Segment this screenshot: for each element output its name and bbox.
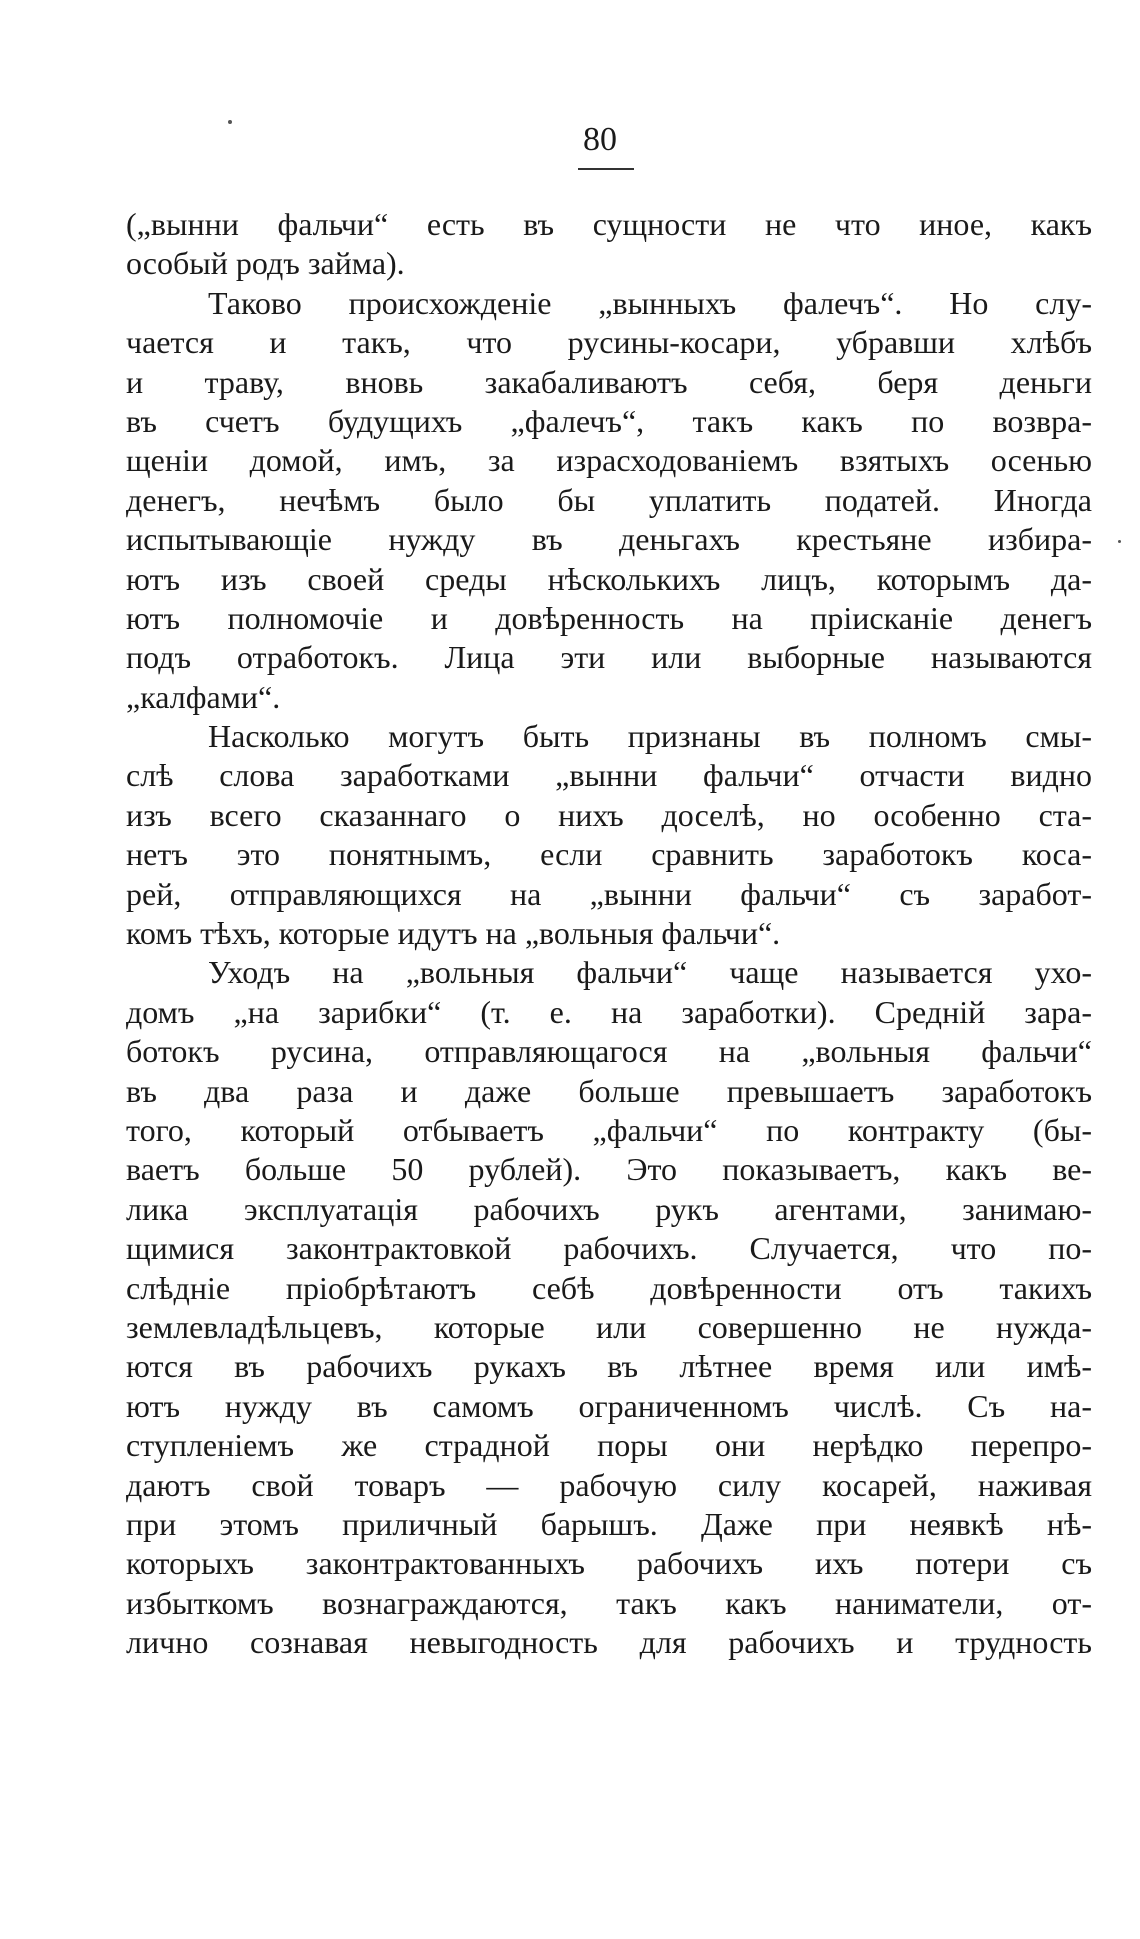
text-line: избыткомъ вознаграждаются, такъ какъ наниматели, от-	[126, 1584, 1092, 1621]
text-line: нетъ это понятнымъ, если сравнить заработокъ коса-	[126, 836, 1092, 873]
body-text	[126, 205, 1092, 1662]
print-speck	[228, 120, 232, 124]
text-line: ютъ изъ своей среды нѣсколькихъ лицъ, которымъ да-	[126, 560, 1092, 597]
paragraph-first-line: Уходъ на „вольныя фальчи“ чаще называется ухо-	[208, 954, 1092, 991]
text-line: слѣдніе пріобрѣтаютъ себѣ довѣренности отъ такихъ	[126, 1269, 1092, 1306]
text-line: рей, отправляющихся на „вынни фальчи“ съ заработ-	[126, 875, 1092, 912]
page-number-rule	[578, 168, 634, 170]
print-speck	[1118, 540, 1121, 543]
text-line: ютъ полномочіе и довѣренность на пріисканіе денегъ	[126, 599, 1092, 636]
text-line: лика эксплуатація рабочихъ рукъ агентами, занимаю-	[126, 1190, 1092, 1227]
text-line: особый родъ займа).	[126, 245, 405, 282]
text-line: „калфами“.	[126, 678, 281, 715]
text-line: ютъ нужду въ самомъ ограниченномъ числѣ. Съ на-	[126, 1387, 1092, 1424]
text-line: („вынни фальчи“ есть въ сущности не что иное, какъ	[126, 206, 1092, 242]
page-number: 80	[583, 121, 617, 158]
paragraph-first-line: Насколько могутъ быть признаны въ полномъ смы-	[208, 718, 1092, 755]
text-line: денегъ, нечѣмъ было бы уплатить податей. Иногда	[126, 481, 1092, 518]
text-line: щеніи домой, имъ, за израсходованіемъ взятыхъ осенью	[126, 442, 1092, 479]
text-line: изъ всего сказаннаго о нихъ доселѣ, но особенно ста-	[126, 796, 1092, 833]
text-line: ваетъ больше 50 рублей). Это показываетъ, какъ ве-	[126, 1151, 1092, 1188]
text-line: въ два раза и даже больше превышаетъ заработокъ	[126, 1072, 1092, 1109]
paragraph-first-line: Таково происхожденіе „вынныхъ фалечъ“. Но слу-	[208, 284, 1092, 321]
text-line: даютъ свой товаръ — рабочую силу косарей, наживая	[126, 1466, 1092, 1503]
text-line: при этомъ приличный барышъ. Даже при неявкѣ нѣ-	[126, 1505, 1092, 1542]
text-line: землевладѣльцевъ, которые или совершенно не нужда-	[126, 1308, 1092, 1345]
text-line: испытывающіе нужду въ деньгахъ крестьяне избира-	[126, 521, 1092, 558]
text-line: и траву, вновь закабаливаютъ себя, беря деньги	[126, 363, 1092, 400]
text-line: ступленіемъ же страдной поры они нерѣдко перепро-	[126, 1427, 1092, 1464]
text-line: которыхъ законтрактованныхъ рабочихъ ихъ потери съ	[126, 1545, 1092, 1582]
text-line: слѣ слова заработками „вынни фальчи“ отчасти видно	[126, 757, 1092, 794]
text-line: чается и такъ, что русины-косари, убравши хлѣбъ	[126, 324, 1092, 361]
text-line: комъ тѣхъ, которые идутъ на „вольныя фальчи“.	[126, 915, 781, 952]
text-line: лично сознавая невыгодность для рабочихъ и трудность	[126, 1624, 1092, 1661]
text-line: домъ „на зарибки“ (т. е. на заработки). Средній зара-	[126, 993, 1092, 1030]
text-line: въ счетъ будущихъ „фалечъ“, такъ какъ по возвра-	[126, 402, 1092, 439]
text-line: ботокъ русина, отправляющагося на „вольныя фальчи“	[126, 1033, 1092, 1070]
text-line: того, который отбываетъ „фальчи“ по контракту (бы-	[126, 1111, 1092, 1148]
text-line: щимися законтрактовкой рабочихъ. Случается, что по-	[126, 1230, 1092, 1267]
text-line: подъ отработокъ. Лица эти или выборные называются	[126, 639, 1092, 676]
text-line: ются въ рабочихъ рукахъ въ лѣтнее время или имѣ-	[126, 1348, 1092, 1385]
